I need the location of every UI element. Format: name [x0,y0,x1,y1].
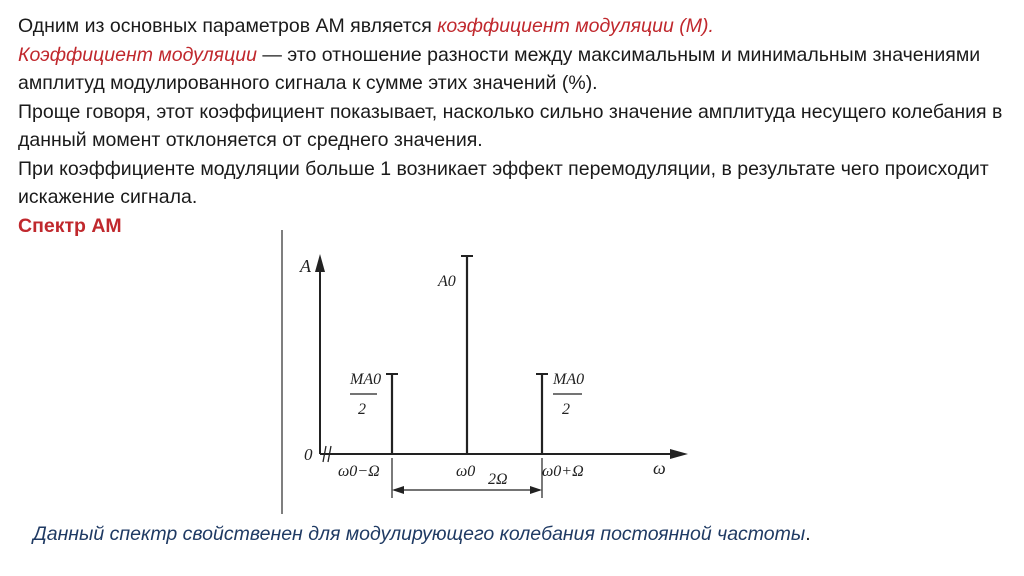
lower-sideband-amp-den: 2 [358,401,366,418]
origin-label: 0 [304,445,313,464]
y-axis-arrow [315,254,325,272]
main-text [18,12,1013,240]
paragraph-definition: Коэффициент модуляции — это отношение разности между максимальным и минимальным значениями амплитуд модулированного сигнала к сумме этих значений (%). [18,43,981,94]
lower-freq-label: ω0−Ω [338,463,380,480]
lower-sideband-amp-num: MA0 [350,371,382,388]
section-title: Спектр АМ [18,214,122,237]
y-axis-label: A [300,256,311,276]
term-definition: Коэффициент модуляции [18,43,257,66]
diagram-caption: Данный спектр свойственен для модулирующего колебания постоянной частоты. [33,523,811,545]
term-modulation-coefficient: коэффициент модуляции (М). [437,15,714,37]
bandwidth-label: 2Ω [488,471,508,488]
upper-sideband-amp-den: 2 [562,401,570,418]
carrier-amplitude-label: A0 [438,273,456,290]
paragraph-intro: Одним из основных параметров АМ является коэффициент модуляции (М). [18,15,714,37]
x-axis-label: ω [653,458,666,478]
carrier-freq-label: ω0 [456,463,476,480]
am-spectrum-diagram [270,222,700,522]
upper-sideband-amp-num: MA0 [553,371,585,388]
x-axis-arrow [670,449,688,459]
upper-freq-label: ω0+Ω [542,463,584,480]
paragraph-explanation: Проще говоря, этот коэффициент показывает, насколько сильно значение амплитуда несущего колебания в данный момент отклоняется от среднего значения. [18,100,1003,151]
paragraph-overmodulation: При коэффициенте модуляции больше 1 возникает эффект перемодуляции, в результате чего происходит искажение сигнала. [18,157,989,208]
